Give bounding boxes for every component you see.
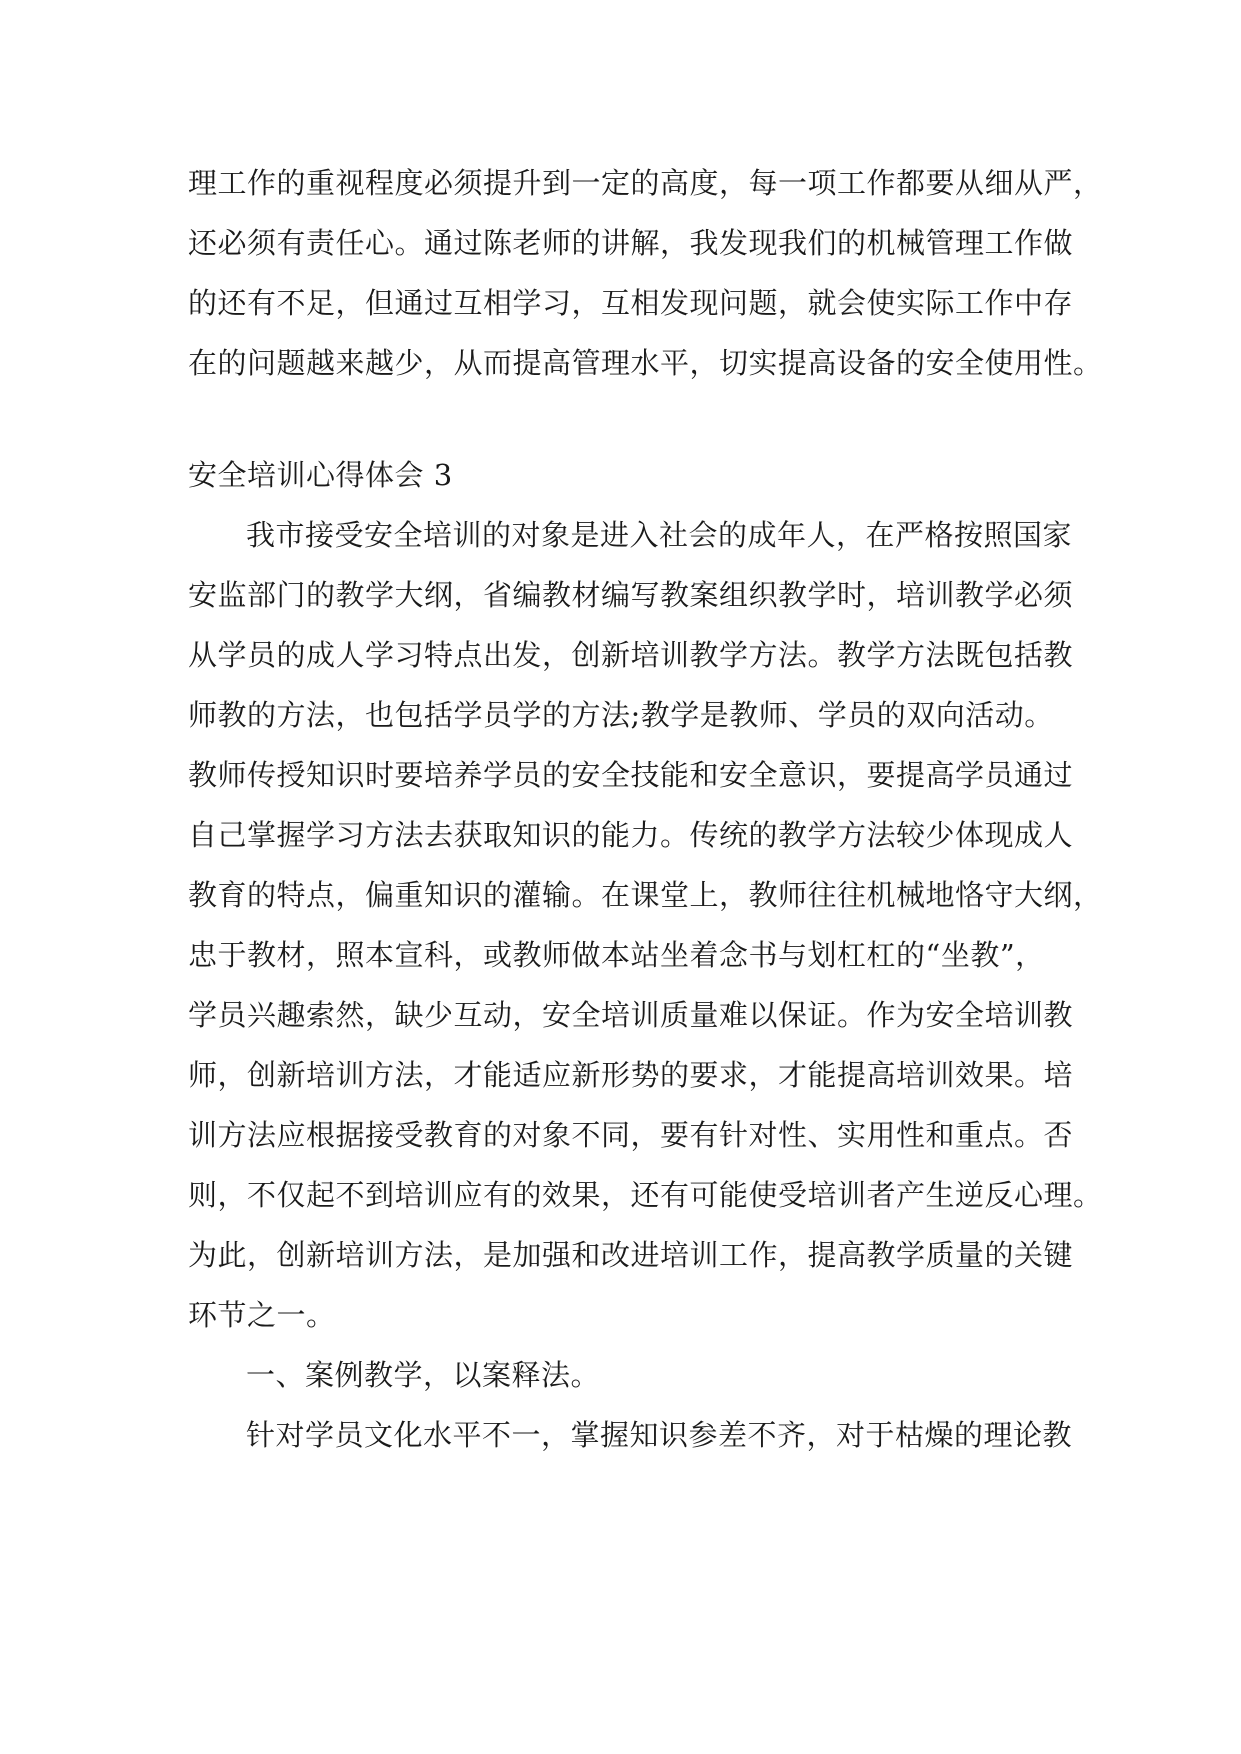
section-heading: 安全培训心得体会 3 (188, 458, 453, 492)
paragraph-line: 安监部门的教学大纲，省编教材编写教案组织教学时，培训教学必须 (188, 578, 1074, 612)
paragraph-line: 的还有不足，但通过互相学习，互相发现问题，就会使实际工作中存 (188, 286, 1074, 320)
paragraph-line: 从学员的成人学习特点出发，创新培训教学方法。教学方法既包括教 (188, 638, 1074, 672)
paragraph-line: 教师传授知识时要培养学员的安全技能和安全意识，要提高学员通过 (188, 758, 1074, 792)
paragraph-line: 师，创新培训方法，才能适应新形势的要求，才能提高培训效果。培 (188, 1058, 1074, 1092)
paragraph-line: 学员兴趣索然，缺少互动，安全培训质量难以保证。作为安全培训教 (188, 998, 1074, 1032)
paragraph-line: 忠于教材，照本宣科，或教师做本站坐着念书与划杠杠的“坐教”， (188, 938, 1045, 972)
next-paragraph (188, 1405, 1073, 1465)
paragraph-line: 理工作的重视程度必须提升到一定的高度，每一项工作都要从细从严， (188, 166, 1103, 200)
paragraph-line: 在的问题越来越少，从而提高管理水平，切实提高设备的安全使用性。 (188, 346, 1103, 380)
paragraph-line: 为此，创新培训方法，是加强和改进培训工作，提高教学质量的关键 (188, 1238, 1074, 1272)
paragraph-line: 师教的方法，也包括学员学的方法;教学是教师、学员的双向活动。 (188, 698, 1054, 732)
paragraph-line: 则，不仅起不到培训应有的效果，还有可能使受培训者产生逆反心理。 (188, 1178, 1103, 1212)
subheading: 一、案例教学，以案释法。 (246, 1358, 601, 1392)
main-paragraph (188, 505, 1103, 1345)
paragraph-line: 还必须有责任心。通过陈老师的讲解，我发现我们的机械管理工作做 (188, 226, 1074, 260)
page-content (188, 153, 1103, 1465)
paragraph-line: 环节之一。 (188, 1298, 336, 1332)
paragraph-line: 针对学员文化水平不一，掌握知识参差不齐，对于枯燥的理论教 (246, 1418, 1073, 1452)
paragraph-line: 我市接受安全培训的对象是进入社会的成年人，在严格按照国家 (246, 518, 1073, 552)
paragraph-line: 自己掌握学习方法去获取知识的能力。传统的教学方法较少体现成人 (188, 818, 1074, 852)
continued-paragraph (188, 153, 1103, 393)
paragraph-line: 教育的特点，偏重知识的灌输。在课堂上，教师往往机械地恪守大纲， (188, 878, 1103, 912)
paragraph-line: 训方法应根据接受教育的对象不同，要有针对性、实用性和重点。否 (188, 1118, 1074, 1152)
